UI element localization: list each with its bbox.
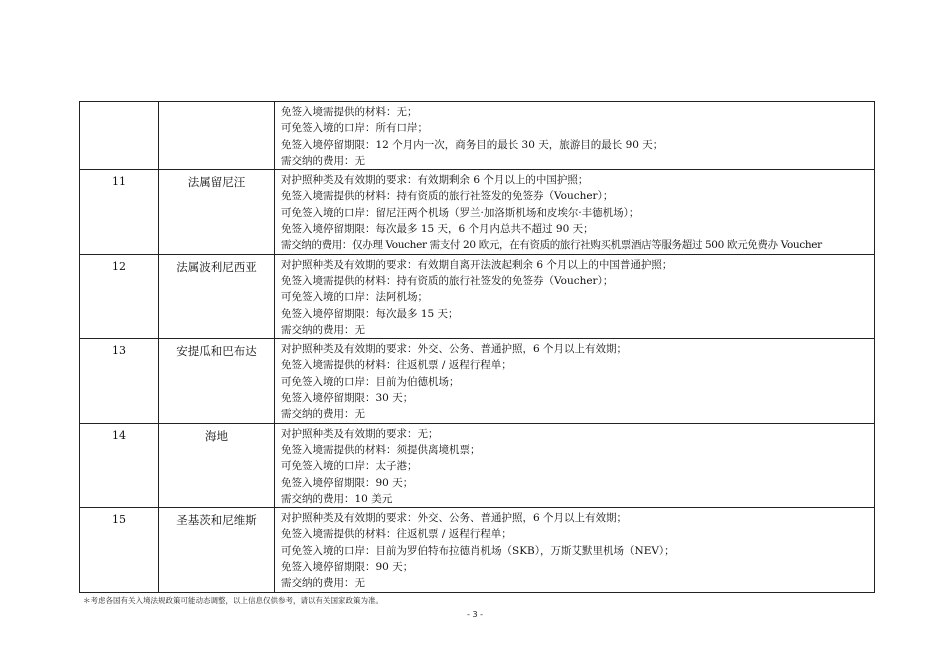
detail-line: 可免签入境的口岸：法阿机场； <box>281 291 428 304</box>
detail-line: 需交纳的费用：无 <box>281 154 365 167</box>
detail-line: 需交纳的费用：无 <box>281 323 365 336</box>
row-number: 15 <box>80 508 159 592</box>
detail-line: 可免签入境的口岸：目前为伯德机场； <box>281 375 460 388</box>
row-number: 11 <box>80 170 159 254</box>
visa-details <box>275 423 875 507</box>
detail-line: 可免签入境的口岸：留尼汪两个机场（罗兰·加洛斯机场和皮埃尔·丰德机场）； <box>281 206 640 219</box>
visa-details <box>275 254 875 338</box>
row-number: 14 <box>80 423 159 507</box>
row-number: 13 <box>80 339 159 423</box>
detail-line: 对护照种类及有效期的要求：有效期剩余 6 个月以上的中国护照； <box>281 174 589 187</box>
table-row <box>80 170 875 254</box>
page-number: - 3 - <box>467 610 483 619</box>
detail-line: 需交纳的费用：无 <box>281 577 365 590</box>
detail-line: 对护照种类及有效期的要求：外交、公务、普通护照，6 个月以上有效期； <box>281 512 628 525</box>
detail-line: 对护照种类及有效期的要求：外交、公务、普通护照，6 个月以上有效期； <box>281 343 628 356</box>
country-name: 圣基茨和尼维斯 <box>159 508 275 592</box>
detail-line: 免签入境停留期限：每次最多 15 天； <box>281 307 459 320</box>
detail-line: 免签入境停留期限：30 天； <box>281 392 414 405</box>
visa-details <box>275 508 875 592</box>
detail-line: 免签入境需提供的材料：无； <box>281 106 418 118</box>
country-name: 法属波利尼西亚 <box>159 254 275 338</box>
detail-line: 对护照种类及有效期的要求：无； <box>281 427 439 440</box>
table-row <box>80 254 875 338</box>
table-row <box>80 102 875 170</box>
detail-line: 免签入境需提供的材料：往返机票 / 返程行程单； <box>281 359 512 372</box>
detail-line: 可免签入境的口岸：目前为罗伯特布拉德肖机场（SKB），万斯艾默里机场（NEV）； <box>281 544 675 557</box>
detail-line: 免签入境需提供的材料：持有资质的旅行社签发的免签券（Voucher）； <box>281 190 614 203</box>
country-name: 海地 <box>159 423 275 507</box>
country-name <box>159 102 275 170</box>
table-row <box>80 339 875 423</box>
detail-line: 免签入境停留期限：每次最多 15 天，6 个月内总共不超过 90 天； <box>281 223 594 236</box>
detail-line: 需交纳的费用：10 美元 <box>281 492 393 505</box>
footnote: ＊考虑各国有关入境法规政策可能动态调整，以上信息仅供参考，请以有关国家政策为准。 <box>83 596 383 605</box>
visa-details <box>275 102 875 170</box>
visa-details <box>275 339 875 423</box>
detail-line: 可免签入境的口岸：所有口岸； <box>281 122 428 135</box>
detail-line: 可免签入境的口岸：太子港； <box>281 460 418 473</box>
row-number <box>80 102 159 170</box>
detail-line: 免签入境需提供的材料：持有资质的旅行社签发的免签券（Voucher）； <box>281 274 614 287</box>
detail-line: 免签入境需提供的材料：须提供离境机票； <box>281 443 481 456</box>
detail-line: 需交纳的费用：仅办理 Voucher 需支付 20 欧元，在有资质的旅行社购买机票酒店等服务超过 500 欧元免费办 Voucher <box>281 239 822 252</box>
country-name: 安提瓜和巴布达 <box>159 339 275 423</box>
table-row <box>80 508 875 592</box>
detail-line: 免签入境停留期限：90 天； <box>281 561 414 574</box>
detail-line: 需交纳的费用：无 <box>281 408 365 421</box>
detail-line: 免签入境停留期限：90 天； <box>281 476 414 489</box>
detail-line: 免签入境需提供的材料：往返机票 / 返程行程单； <box>281 528 512 541</box>
country-name: 法属留尼汪 <box>159 170 275 254</box>
visa-free-table <box>79 101 875 593</box>
detail-line: 对护照种类及有效期的要求：有效期自离开法波起剩余 6 个月以上的中国普通护照； <box>281 258 673 271</box>
table-row <box>80 423 875 507</box>
table-body <box>80 102 875 593</box>
visa-details <box>275 170 875 254</box>
detail-line: 免签入境停留期限：12 个月内一次，商务目的最长 30 天，旅游目的最长 90 天； <box>281 138 664 151</box>
row-number: 12 <box>80 254 159 338</box>
